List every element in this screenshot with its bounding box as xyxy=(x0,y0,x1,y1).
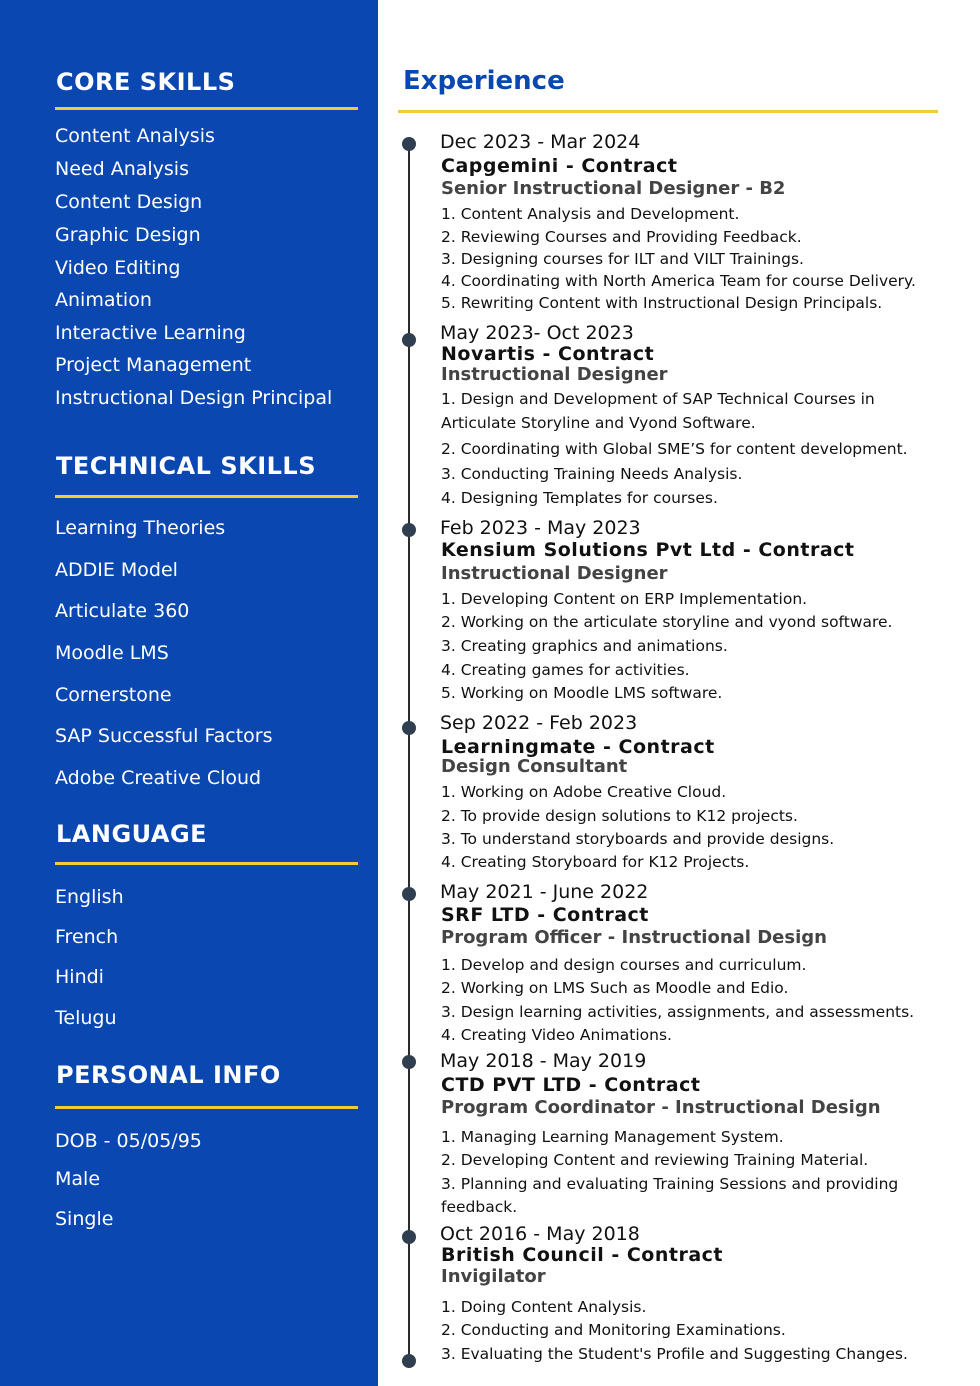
timeline-dot xyxy=(402,137,416,151)
core-skill-item: Content Design xyxy=(55,191,203,213)
core-skill-item: Instructional Design Principal xyxy=(55,387,333,409)
experience-title: Experience xyxy=(403,66,565,96)
language-rule xyxy=(55,862,358,865)
job-duty: 3. Design learning activities, assignments, and assessments. xyxy=(441,1003,915,1021)
timeline-line xyxy=(408,143,410,1361)
job-company: Novartis - Contract xyxy=(441,343,655,365)
job-duty: 4. Coordinating with North America Team for course Delivery. xyxy=(441,272,916,290)
job-duty: 1. Doing Content Analysis. xyxy=(441,1298,647,1316)
job-role: Instructional Designer xyxy=(441,563,668,584)
language-item: Hindi xyxy=(55,966,104,988)
core-skill-item: Content Analysis xyxy=(55,125,215,147)
job-date: May 2021 - June 2022 xyxy=(440,881,649,903)
job-company: Capgemini - Contract xyxy=(441,155,678,177)
job-duty: 3. Evaluating the Student's Profile and Suggesting Changes. xyxy=(441,1345,908,1363)
job-duty: 3. Planning and evaluating Training Sessions and providing xyxy=(441,1175,899,1193)
job-duty: 4. Creating Storyboard for K12 Projects. xyxy=(441,853,750,871)
job-duty: 2. Coordinating with Global SME’S for content development. xyxy=(441,440,908,458)
sidebar xyxy=(0,0,378,1386)
core-skill-item: Interactive Learning xyxy=(55,322,246,344)
job-duty: feedback. xyxy=(441,1198,518,1216)
core-skills-heading: CORE SKILLS xyxy=(56,68,236,96)
job-role: Design Consultant xyxy=(441,756,628,777)
technical-skill-item: Learning Theories xyxy=(55,517,226,539)
timeline-dot xyxy=(402,721,416,735)
job-duty: 1. Develop and design courses and curriculum. xyxy=(441,956,807,974)
job-duty: 3. Designing courses for ILT and VILT Trainings. xyxy=(441,250,804,268)
job-duty: 1. Design and Development of SAP Technical Courses in xyxy=(441,390,875,408)
technical-skill-item: ADDIE Model xyxy=(55,559,178,581)
job-date: May 2018 - May 2019 xyxy=(440,1050,647,1072)
job-role: Instructional Designer xyxy=(441,364,668,385)
job-duty: 2. To provide design solutions to K12 projects. xyxy=(441,807,798,825)
technical-skills-heading: TECHNICAL SKILLS xyxy=(56,452,316,480)
language-heading: LANGUAGE xyxy=(56,820,208,848)
job-date: Feb 2023 - May 2023 xyxy=(440,517,641,539)
personal-info-item: Single xyxy=(55,1208,114,1230)
technical-skill-item: Adobe Creative Cloud xyxy=(55,767,262,789)
language-item: French xyxy=(55,926,119,948)
experience-rule xyxy=(398,110,938,113)
job-duty: 4. Designing Templates for courses. xyxy=(441,489,718,507)
job-company: Kensium Solutions Pvt Ltd - Contract xyxy=(441,539,855,561)
job-duty: 1. Content Analysis and Development. xyxy=(441,205,740,223)
core-skill-item: Animation xyxy=(55,289,152,311)
job-company: British Council - Contract xyxy=(441,1244,724,1266)
job-role: Senior Instructional Designer - B2 xyxy=(441,178,786,199)
job-duty: 5. Rewriting Content with Instructional Design Principals. xyxy=(441,294,883,312)
job-duty: 3. Creating graphics and animations. xyxy=(441,637,728,655)
job-duty: 1. Working on Adobe Creative Cloud. xyxy=(441,783,727,801)
job-duty: 2. Conducting and Monitoring Examinations. xyxy=(441,1321,786,1339)
core-skill-item: Graphic Design xyxy=(55,224,201,246)
core-skill-item: Video Editing xyxy=(55,257,181,279)
job-duty: 2. Reviewing Courses and Providing Feedback. xyxy=(441,228,802,246)
technical-skill-item: Cornerstone xyxy=(55,684,172,706)
core-skill-item: Need Analysis xyxy=(55,158,189,180)
timeline-end-dot xyxy=(402,1354,416,1368)
personal-info-rule xyxy=(55,1106,358,1109)
core-skills-rule xyxy=(55,107,358,110)
job-duty: 2. Working on the articulate storyline and vyond software. xyxy=(441,613,893,631)
technical-skill-item: Moodle LMS xyxy=(55,642,169,664)
job-duty: 1. Developing Content on ERP Implementation. xyxy=(441,590,808,608)
personal-info-heading: PERSONAL INFO xyxy=(56,1061,281,1089)
personal-info-item: Male xyxy=(55,1168,101,1190)
job-duty: Articulate Storyline and Vyond Software. xyxy=(441,414,756,432)
language-item: Telugu xyxy=(55,1007,117,1029)
technical-skills-rule xyxy=(55,495,358,498)
timeline-dot xyxy=(402,1055,416,1069)
job-role: Program Coordinator - Instructional Design xyxy=(441,1097,881,1118)
timeline-dot xyxy=(402,333,416,347)
job-date: Sep 2022 - Feb 2023 xyxy=(440,712,638,734)
job-company: Learningmate - Contract xyxy=(441,736,715,758)
core-skill-item: Project Management xyxy=(55,354,252,376)
job-date: May 2023- Oct 2023 xyxy=(440,322,634,344)
technical-skill-item: SAP Successful Factors xyxy=(55,725,273,747)
job-duty: 4. Creating games for activities. xyxy=(441,661,690,679)
language-item: English xyxy=(55,886,124,908)
job-date: Oct 2016 - May 2018 xyxy=(440,1223,640,1245)
timeline-dot xyxy=(402,1230,416,1244)
job-duty: 2. Working on LMS Such as Moodle and Edio. xyxy=(441,979,789,997)
personal-info-item: DOB - 05/05/95 xyxy=(55,1130,202,1152)
job-role: Program Officer - Instructional Design xyxy=(441,927,827,948)
technical-skill-item: Articulate 360 xyxy=(55,600,190,622)
job-duty: 4. Creating Video Animations. xyxy=(441,1026,672,1044)
job-role: Invigilator xyxy=(441,1266,546,1287)
job-duty: 3. Conducting Training Needs Analysis. xyxy=(441,465,743,483)
timeline-dot xyxy=(402,887,416,901)
job-duty: 5. Working on Moodle LMS software. xyxy=(441,684,723,702)
job-duty: 3. To understand storyboards and provide designs. xyxy=(441,830,835,848)
job-company: CTD PVT LTD - Contract xyxy=(441,1074,701,1096)
job-date: Dec 2023 - Mar 2024 xyxy=(440,131,641,153)
timeline-dot xyxy=(402,523,416,537)
job-company: SRF LTD - Contract xyxy=(441,904,649,926)
job-duty: 1. Managing Learning Management System. xyxy=(441,1128,784,1146)
job-duty: 2. Developing Content and reviewing Training Material. xyxy=(441,1151,869,1169)
